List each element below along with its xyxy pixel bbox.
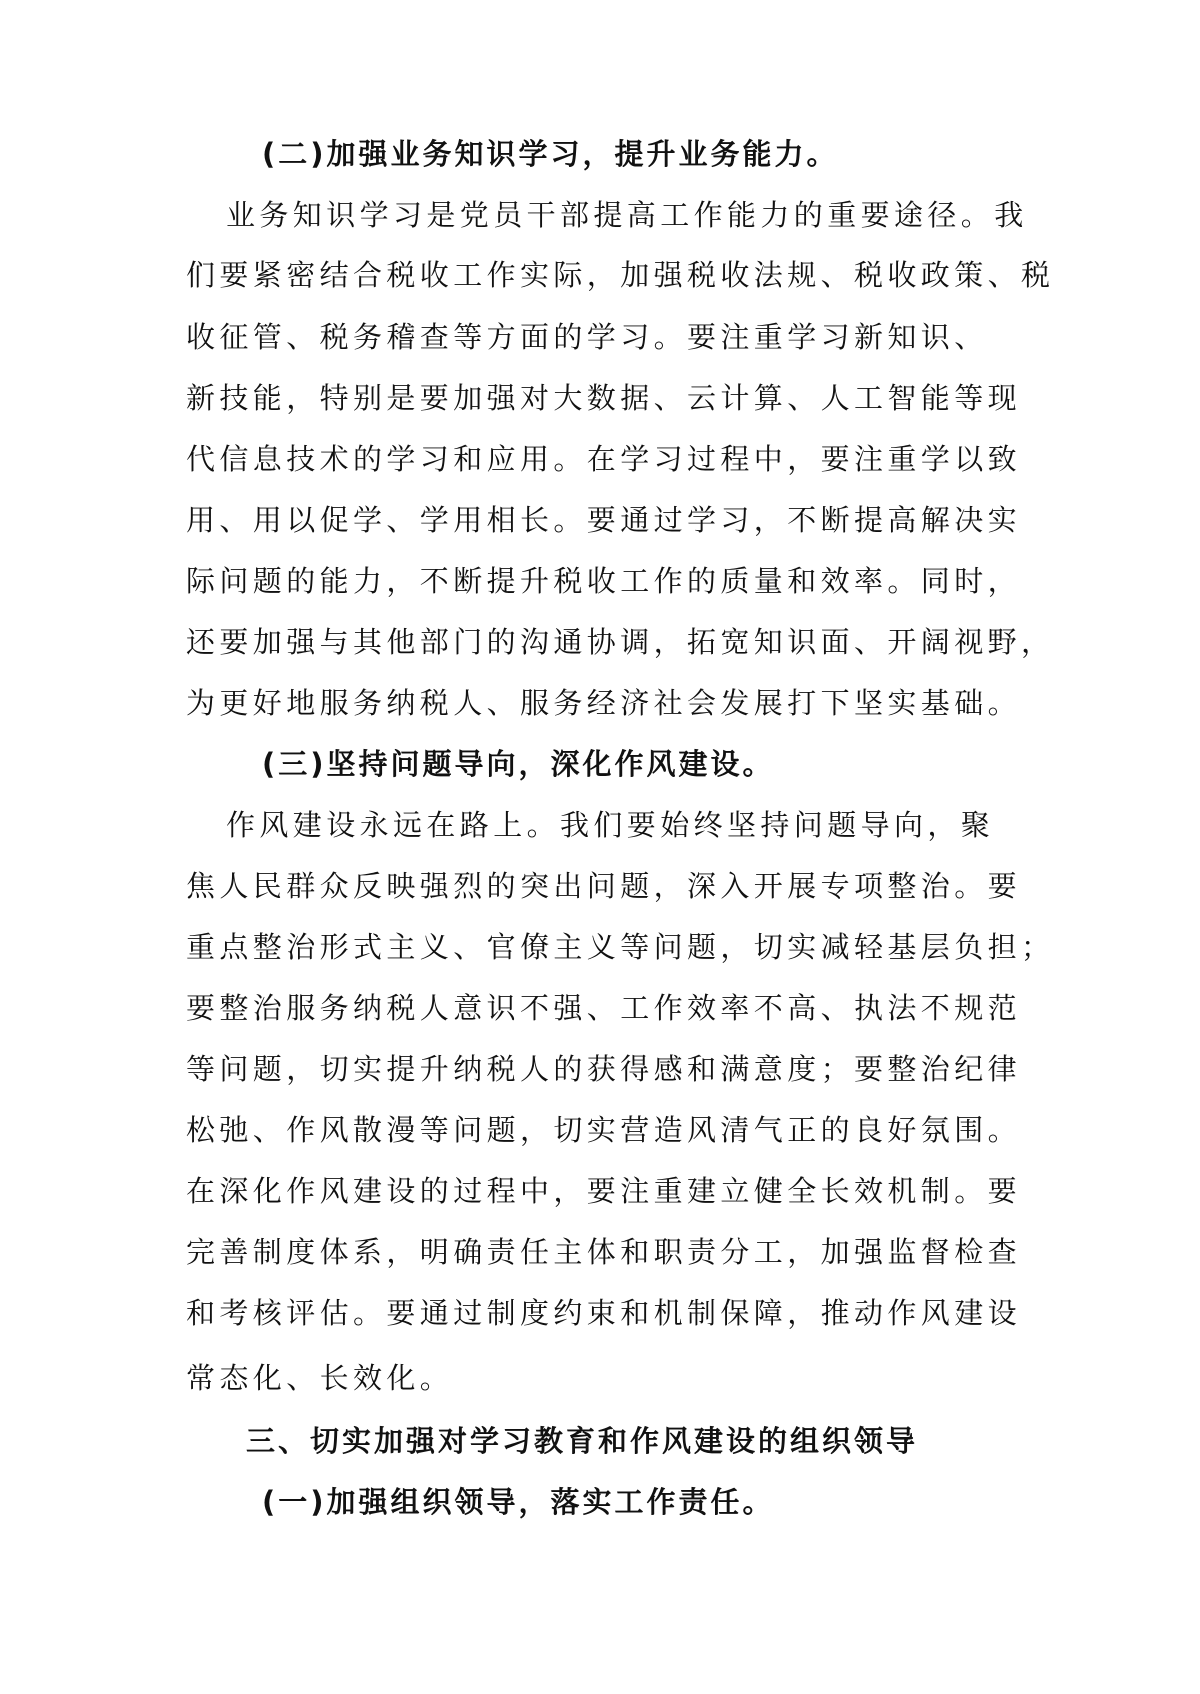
paragraph-line: 重点整治形式主义、官僚主义等问题，切实减轻基层负担；	[186, 930, 1055, 964]
paragraph-line: 际问题的能力，不断提升税收工作的质量和效率。同时，	[186, 564, 1022, 598]
paragraph-line: 作风建设永远在路上。我们要始终坚持问题导向，聚	[226, 808, 995, 842]
section-heading-3: 三、切实加强对学习教育和作风建设的组织领导	[246, 1424, 919, 1458]
section-heading-2-3: (三)坚持问题导向，深化作风建设。	[262, 747, 775, 781]
section-heading-3-1: (一)加强组织领导，落实工作责任。	[262, 1485, 775, 1519]
paragraph-line: 焦人民群众反映强烈的突出问题，深入开展专项整治。要	[186, 869, 1022, 903]
paragraph-line: 收征管、税务稽查等方面的学习。要注重学习新知识、	[186, 320, 988, 354]
paragraph-line: 松弛、作风散漫等问题，切实营造风清气正的良好氛围。	[186, 1113, 1022, 1147]
paragraph-line: 要整治服务纳税人意识不强、工作效率不高、执法不规范	[186, 991, 1022, 1025]
paragraph-line: 在深化作风建设的过程中，要注重建立健全长效机制。要	[186, 1174, 1022, 1208]
paragraph-line: 完善制度体系，明确责任主体和职责分工，加强监督检查	[186, 1235, 1022, 1269]
paragraph-line: 新技能，特别是要加强对大数据、云计算、人工智能等现	[186, 381, 1022, 415]
paragraph-line: 常态化、长效化。	[186, 1361, 454, 1395]
paragraph-line: 们要紧密结合税收工作实际，加强税收法规、税收政策、税	[186, 258, 1055, 292]
section-heading-2-2: (二)加强业务知识学习，提升业务能力。	[262, 137, 839, 171]
paragraph-line: 等问题，切实提升纳税人的获得感和满意度；要整治纪律	[186, 1052, 1022, 1086]
paragraph-line: 代信息技术的学习和应用。在学习过程中，要注重学以致	[186, 442, 1022, 476]
paragraph-line: 为更好地服务纳税人、服务经济社会发展打下坚实基础。	[186, 686, 1022, 720]
paragraph-line: 和考核评估。要通过制度约束和机制保障，推动作风建设	[186, 1296, 1022, 1330]
paragraph-line: 用、用以促学、学用相长。要通过学习，不断提高解决实	[186, 503, 1022, 537]
paragraph-line: 还要加强与其他部门的沟通协调，拓宽知识面、开阔视野，	[186, 625, 1055, 659]
paragraph-line: 业务知识学习是党员干部提高工作能力的重要途径。我	[226, 198, 1028, 232]
